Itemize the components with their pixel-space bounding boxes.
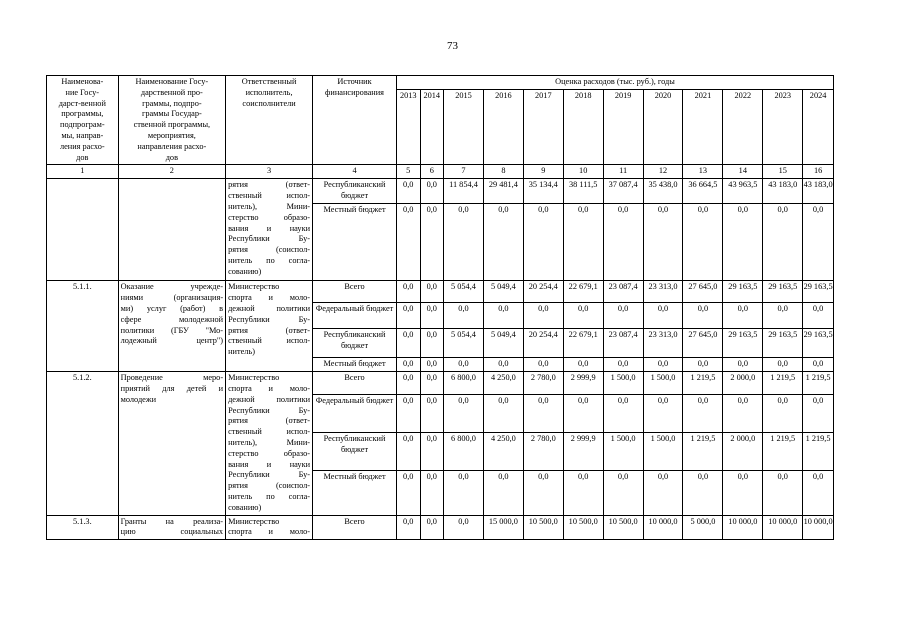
value-cell: 0,0 bbox=[396, 372, 420, 395]
funding-source: Местный бюджет bbox=[313, 204, 397, 281]
row-name: Проведение меро- приятий для детей и молодежи bbox=[118, 372, 225, 515]
value-cell: 22 679,1 bbox=[563, 329, 603, 358]
value-cell: 1 500,0 bbox=[643, 433, 683, 471]
expenditure-table bbox=[46, 75, 834, 540]
value-cell: 0,0 bbox=[763, 303, 803, 329]
value-cell: 0,0 bbox=[563, 303, 603, 329]
value-cell: 0,0 bbox=[396, 329, 420, 358]
value-cell: 0,0 bbox=[683, 204, 723, 281]
year-header: 2015 bbox=[444, 89, 484, 165]
value-cell: 0,0 bbox=[523, 394, 563, 432]
page-number: 73 bbox=[447, 40, 458, 52]
value-cell: 0,0 bbox=[396, 433, 420, 471]
column-number: 13 bbox=[683, 165, 723, 179]
year-header: 2023 bbox=[763, 89, 803, 165]
value-cell: 0,0 bbox=[444, 358, 484, 372]
column-number: 4 bbox=[313, 165, 397, 179]
value-cell: 0,0 bbox=[523, 303, 563, 329]
value-cell: 23 313,0 bbox=[643, 329, 683, 358]
value-cell: 5 054,4 bbox=[444, 281, 484, 303]
value-cell: 0,0 bbox=[723, 358, 763, 372]
value-cell: 0,0 bbox=[723, 204, 763, 281]
value-cell: 0,0 bbox=[523, 358, 563, 372]
value-cell: 2 000,0 bbox=[723, 433, 763, 471]
value-cell: 0,0 bbox=[603, 471, 643, 515]
value-cell: 20 254,4 bbox=[523, 281, 563, 303]
funding-source: Федеральный бюджет bbox=[313, 394, 397, 432]
table-row bbox=[47, 281, 834, 303]
value-cell: 0,0 bbox=[483, 471, 523, 515]
value-cell: 0,0 bbox=[643, 358, 683, 372]
year-header: 2024 bbox=[803, 89, 834, 165]
row-executor: рятия (ответ- ственный испол- нитель), Мини- стерство образо- вания и науки Республики Бу- рятия (соиспол- нитель по согла- сованию) bbox=[226, 179, 313, 281]
value-cell: 0,0 bbox=[643, 303, 683, 329]
year-header: 2013 bbox=[396, 89, 420, 165]
row-code: 5.1.1. bbox=[47, 281, 119, 372]
row-code bbox=[47, 179, 119, 281]
value-cell: 29 163,5 bbox=[803, 329, 834, 358]
value-cell: 0,0 bbox=[396, 394, 420, 432]
value-cell: 0,0 bbox=[683, 471, 723, 515]
table-row bbox=[47, 515, 834, 540]
value-cell: 35 438,0 bbox=[643, 179, 683, 204]
value-cell: 5 000,0 bbox=[683, 515, 723, 540]
value-cell: 20 254,4 bbox=[523, 329, 563, 358]
value-cell: 0,0 bbox=[683, 303, 723, 329]
value-cell: 29 163,5 bbox=[763, 329, 803, 358]
header-col1: Наименова- ние Госу- дарст-венной программы, подпрограм- мы, направ- ления расхо- дов bbox=[47, 76, 119, 165]
value-cell: 0,0 bbox=[420, 372, 444, 395]
value-cell: 0,0 bbox=[483, 394, 523, 432]
value-cell: 10 000,0 bbox=[763, 515, 803, 540]
value-cell: 0,0 bbox=[723, 394, 763, 432]
value-cell: 0,0 bbox=[643, 471, 683, 515]
value-cell: 2 999,9 bbox=[563, 372, 603, 395]
funding-source: Местный бюджет bbox=[313, 471, 397, 515]
value-cell: 4 250,0 bbox=[483, 433, 523, 471]
value-cell: 0,0 bbox=[563, 204, 603, 281]
column-number: 15 bbox=[763, 165, 803, 179]
value-cell: 23 313,0 bbox=[643, 281, 683, 303]
value-cell: 0,0 bbox=[683, 358, 723, 372]
value-cell: 0,0 bbox=[444, 303, 484, 329]
value-cell: 1 219,5 bbox=[683, 433, 723, 471]
value-cell: 1 219,5 bbox=[763, 433, 803, 471]
value-cell: 1 219,5 bbox=[763, 372, 803, 395]
column-number: 12 bbox=[643, 165, 683, 179]
value-cell: 0,0 bbox=[763, 394, 803, 432]
column-number: 8 bbox=[483, 165, 523, 179]
value-cell: 1 500,0 bbox=[603, 433, 643, 471]
year-header: 2019 bbox=[603, 89, 643, 165]
value-cell: 5 049,4 bbox=[483, 329, 523, 358]
value-cell: 1 500,0 bbox=[603, 372, 643, 395]
value-cell: 1 500,0 bbox=[643, 372, 683, 395]
column-number: 5 bbox=[396, 165, 420, 179]
value-cell: 0,0 bbox=[643, 204, 683, 281]
value-cell: 35 134,4 bbox=[523, 179, 563, 204]
table-row bbox=[47, 179, 834, 204]
value-cell: 5 049,4 bbox=[483, 281, 523, 303]
column-number: 2 bbox=[118, 165, 225, 179]
value-cell: 29 163,5 bbox=[803, 281, 834, 303]
row-name: Гранты на реализа- цию социальных bbox=[118, 515, 225, 540]
funding-source: Всего bbox=[313, 281, 397, 303]
header-row bbox=[47, 76, 834, 90]
value-cell: 0,0 bbox=[396, 179, 420, 204]
value-cell: 0,0 bbox=[803, 471, 834, 515]
funding-source: Республиканский бюджет bbox=[313, 179, 397, 204]
value-cell: 36 664,5 bbox=[683, 179, 723, 204]
year-header: 2018 bbox=[563, 89, 603, 165]
value-cell: 10 000,0 bbox=[723, 515, 763, 540]
value-cell: 4 250,0 bbox=[483, 372, 523, 395]
value-cell: 0,0 bbox=[420, 433, 444, 471]
value-cell: 2 000,0 bbox=[723, 372, 763, 395]
value-cell: 0,0 bbox=[420, 329, 444, 358]
value-cell: 0,0 bbox=[763, 204, 803, 281]
value-cell: 29 481,4 bbox=[483, 179, 523, 204]
year-header: 2021 bbox=[683, 89, 723, 165]
row-executor: Министерство спорта и моло- дежной политики Республики Бу- рятия (ответ- ственный испол- нитель) bbox=[226, 281, 313, 372]
header-col3: Ответственный исполнитель, соисполнители bbox=[226, 76, 313, 165]
column-number: 9 bbox=[523, 165, 563, 179]
year-header: 2016 bbox=[483, 89, 523, 165]
value-cell: 15 000,0 bbox=[483, 515, 523, 540]
column-numbers-row bbox=[47, 165, 834, 179]
value-cell: 0,0 bbox=[420, 303, 444, 329]
row-code: 5.1.3. bbox=[47, 515, 119, 540]
value-cell: 0,0 bbox=[420, 471, 444, 515]
row-name: Оказание учрежде- ниями (организация- ми) услуг (работ) в сфере молодежной политики (ГБУ "Мо- лодежный центр") bbox=[118, 281, 225, 372]
value-cell: 0,0 bbox=[444, 204, 484, 281]
funding-source: Всего bbox=[313, 515, 397, 540]
funding-source: Всего bbox=[313, 372, 397, 395]
value-cell: 23 087,4 bbox=[603, 281, 643, 303]
value-cell: 11 854,4 bbox=[444, 179, 484, 204]
value-cell: 0,0 bbox=[763, 358, 803, 372]
value-cell: 0,0 bbox=[803, 394, 834, 432]
value-cell: 10 500,0 bbox=[523, 515, 563, 540]
value-cell: 37 087,4 bbox=[603, 179, 643, 204]
column-number: 3 bbox=[226, 165, 313, 179]
value-cell: 10 500,0 bbox=[603, 515, 643, 540]
column-number: 6 bbox=[420, 165, 444, 179]
column-number: 10 bbox=[563, 165, 603, 179]
row-code: 5.1.2. bbox=[47, 372, 119, 515]
value-cell: 0,0 bbox=[444, 515, 484, 540]
header-col4: Источник финансирования bbox=[313, 76, 397, 165]
column-number: 7 bbox=[444, 165, 484, 179]
value-cell: 2 780,0 bbox=[523, 372, 563, 395]
value-cell: 0,0 bbox=[396, 515, 420, 540]
value-cell: 10 000,0 bbox=[643, 515, 683, 540]
value-cell: 0,0 bbox=[396, 204, 420, 281]
column-number: 16 bbox=[803, 165, 834, 179]
value-cell: 2 999,9 bbox=[563, 433, 603, 471]
column-number: 1 bbox=[47, 165, 119, 179]
value-cell: 0,0 bbox=[396, 358, 420, 372]
value-cell: 23 087,4 bbox=[603, 329, 643, 358]
value-cell: 0,0 bbox=[803, 303, 834, 329]
funding-source: Местный бюджет bbox=[313, 358, 397, 372]
value-cell: 43 183,0 bbox=[763, 179, 803, 204]
value-cell: 38 111,5 bbox=[563, 179, 603, 204]
value-cell: 27 645,0 bbox=[683, 281, 723, 303]
value-cell: 29 163,5 bbox=[723, 329, 763, 358]
value-cell: 0,0 bbox=[723, 471, 763, 515]
value-cell: 0,0 bbox=[603, 303, 643, 329]
header-estimate: Оценка расходов (тыс. руб.), годы bbox=[396, 76, 833, 90]
value-cell: 22 679,1 bbox=[563, 281, 603, 303]
value-cell: 0,0 bbox=[723, 303, 763, 329]
value-cell: 43 963,5 bbox=[723, 179, 763, 204]
value-cell: 6 800,0 bbox=[444, 372, 484, 395]
value-cell: 0,0 bbox=[483, 303, 523, 329]
row-executor: Министерство спорта и моло- bbox=[226, 515, 313, 540]
value-cell: 0,0 bbox=[603, 394, 643, 432]
row-name bbox=[118, 179, 225, 281]
value-cell: 0,0 bbox=[603, 358, 643, 372]
table-row bbox=[47, 372, 834, 395]
value-cell: 5 054,4 bbox=[444, 329, 484, 358]
value-cell: 0,0 bbox=[603, 204, 643, 281]
funding-source: Республиканский бюджет bbox=[313, 329, 397, 358]
value-cell: 0,0 bbox=[420, 515, 444, 540]
value-cell: 0,0 bbox=[420, 281, 444, 303]
value-cell: 0,0 bbox=[563, 471, 603, 515]
column-number: 14 bbox=[723, 165, 763, 179]
value-cell: 0,0 bbox=[483, 358, 523, 372]
value-cell: 0,0 bbox=[420, 179, 444, 204]
year-header: 2014 bbox=[420, 89, 444, 165]
value-cell: 0,0 bbox=[803, 204, 834, 281]
column-number: 11 bbox=[603, 165, 643, 179]
header-col2: Наименование Госу- дарственной про- граммы, подпро- граммы Государ- ственной программы, мероприятия, направления расхо- дов bbox=[118, 76, 225, 165]
value-cell: 27 645,0 bbox=[683, 329, 723, 358]
value-cell: 2 780,0 bbox=[523, 433, 563, 471]
value-cell: 0,0 bbox=[643, 394, 683, 432]
value-cell: 43 183,0 bbox=[803, 179, 834, 204]
value-cell: 29 163,5 bbox=[723, 281, 763, 303]
row-executor: Министерство спорта и моло- дежной политики Республики Бу- рятия (ответ- ственный испол- нитель), Мини- стерство образо- вания и науки Республики Бу- рятия (соиспол- нитель по согла- сованию) bbox=[226, 372, 313, 515]
value-cell: 0,0 bbox=[803, 358, 834, 372]
value-cell: 0,0 bbox=[396, 281, 420, 303]
value-cell: 10 500,0 bbox=[563, 515, 603, 540]
value-cell: 0,0 bbox=[683, 394, 723, 432]
funding-source: Федеральный бюджет bbox=[313, 303, 397, 329]
year-header: 2022 bbox=[723, 89, 763, 165]
value-cell: 0,0 bbox=[420, 204, 444, 281]
year-header: 2017 bbox=[523, 89, 563, 165]
value-cell: 0,0 bbox=[563, 358, 603, 372]
value-cell: 0,0 bbox=[483, 204, 523, 281]
value-cell: 0,0 bbox=[523, 204, 563, 281]
value-cell: 0,0 bbox=[444, 471, 484, 515]
value-cell: 0,0 bbox=[563, 394, 603, 432]
value-cell: 0,0 bbox=[763, 471, 803, 515]
value-cell: 1 219,5 bbox=[803, 372, 834, 395]
value-cell: 1 219,5 bbox=[803, 433, 834, 471]
value-cell: 10 000,0 bbox=[803, 515, 834, 540]
value-cell: 1 219,5 bbox=[683, 372, 723, 395]
value-cell: 0,0 bbox=[396, 303, 420, 329]
value-cell: 6 800,0 bbox=[444, 433, 484, 471]
value-cell: 0,0 bbox=[396, 471, 420, 515]
value-cell: 0,0 bbox=[420, 358, 444, 372]
funding-source: Республиканский бюджет bbox=[313, 433, 397, 471]
value-cell: 0,0 bbox=[444, 394, 484, 432]
value-cell: 0,0 bbox=[523, 471, 563, 515]
value-cell: 29 163,5 bbox=[763, 281, 803, 303]
year-header: 2020 bbox=[643, 89, 683, 165]
value-cell: 0,0 bbox=[420, 394, 444, 432]
